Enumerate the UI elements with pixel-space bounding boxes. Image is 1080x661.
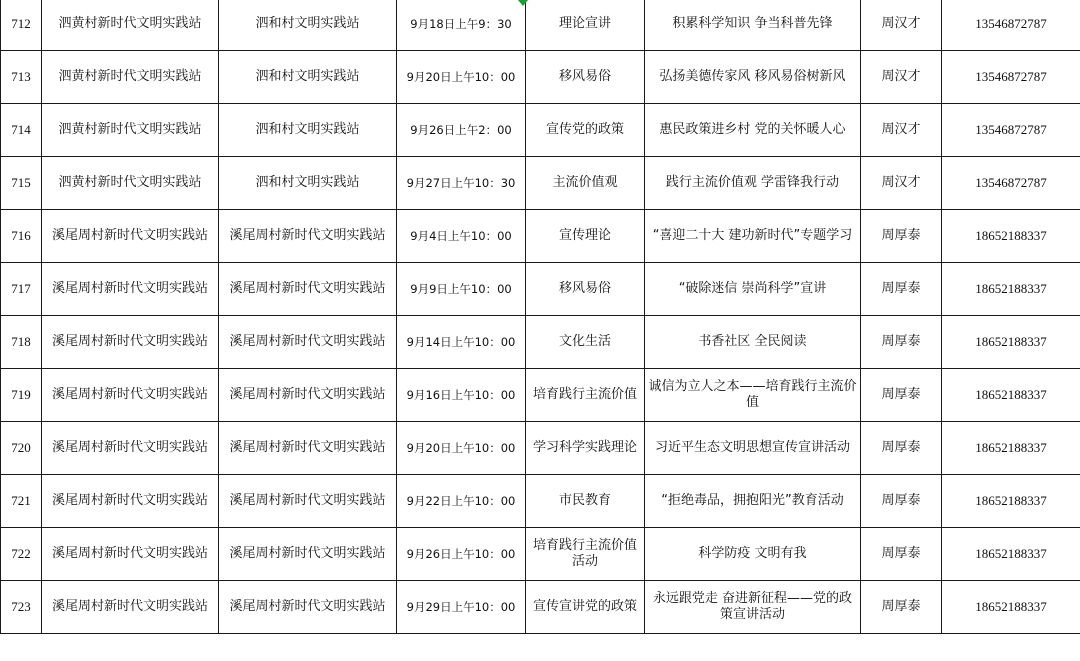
topic-cell[interactable]: 积累科学知识 争当科普先锋 — [645, 0, 861, 51]
category-cell[interactable]: 理论宣讲 — [526, 0, 645, 51]
topic-cell[interactable]: 书香社区 全民阅读 — [645, 316, 861, 369]
row-number-cell[interactable]: 723 — [1, 581, 42, 634]
category-cell[interactable]: 文化生活 — [526, 316, 645, 369]
category-cell[interactable]: 宣传理论 — [526, 210, 645, 263]
datetime-cell[interactable]: 9月9日上午10：00 — [397, 263, 526, 316]
station-cell[interactable]: 溪尾周村新时代文明实践站 — [42, 316, 219, 369]
row-number-cell[interactable]: 715 — [1, 157, 42, 210]
station-cell[interactable]: 溪尾周村新时代文明实践站 — [42, 210, 219, 263]
venue-cell[interactable]: 溪尾周村新时代文明实践站 — [219, 528, 397, 581]
contact-person-cell[interactable]: 周汉才 — [861, 157, 942, 210]
contact-person-cell[interactable]: 周厚泰 — [861, 316, 942, 369]
station-cell[interactable]: 泗黄村新时代文明实践站 — [42, 51, 219, 104]
table-row — [1, 157, 1080, 210]
phone-cell[interactable]: 13546872787 — [942, 157, 1080, 210]
table-row — [1, 316, 1080, 369]
contact-person-cell[interactable]: 周厚泰 — [861, 475, 942, 528]
topic-cell[interactable]: 习近平生态文明思想宣传宣讲活动 — [645, 422, 861, 475]
station-cell[interactable]: 溪尾周村新时代文明实践站 — [42, 263, 219, 316]
venue-cell[interactable]: 溪尾周村新时代文明实践站 — [219, 263, 397, 316]
row-number-cell[interactable]: 722 — [1, 528, 42, 581]
station-cell[interactable]: 溪尾周村新时代文明实践站 — [42, 369, 219, 422]
topic-cell[interactable]: 永远跟党走 奋进新征程——党的政策宣讲活动 — [645, 581, 861, 634]
topic-cell[interactable]: 弘扬美德传家风 移风易俗树新风 — [645, 51, 861, 104]
table-row — [1, 581, 1080, 634]
row-number-cell[interactable]: 721 — [1, 475, 42, 528]
contact-person-cell[interactable]: 周厚泰 — [861, 369, 942, 422]
table-row — [1, 104, 1080, 157]
topic-cell[interactable]: 科学防疫 文明有我 — [645, 528, 861, 581]
station-cell[interactable]: 溪尾周村新时代文明实践站 — [42, 475, 219, 528]
category-cell[interactable]: 移风易俗 — [526, 263, 645, 316]
phone-cell[interactable]: 18652188337 — [942, 475, 1080, 528]
datetime-cell[interactable]: 9月26日上午10：00 — [397, 528, 526, 581]
topic-cell[interactable]: “喜迎二十大 建功新时代”专题学习 — [645, 210, 861, 263]
venue-cell[interactable]: 溪尾周村新时代文明实践站 — [219, 422, 397, 475]
contact-person-cell[interactable]: 周厚泰 — [861, 528, 942, 581]
category-cell[interactable]: 主流价值观 — [526, 157, 645, 210]
table-row — [1, 475, 1080, 528]
datetime-cell[interactable]: 9月26日上午2：00 — [397, 104, 526, 157]
phone-cell[interactable]: 18652188337 — [942, 528, 1080, 581]
datetime-cell[interactable]: 9月22日上午10：00 — [397, 475, 526, 528]
venue-cell[interactable]: 溪尾周村新时代文明实践站 — [219, 316, 397, 369]
phone-cell[interactable]: 18652188337 — [942, 316, 1080, 369]
phone-cell[interactable]: 13546872787 — [942, 51, 1080, 104]
venue-cell[interactable]: 泗和村文明实践站 — [219, 157, 397, 210]
table-body — [1, 0, 1080, 634]
venue-cell[interactable]: 溪尾周村新时代文明实践站 — [219, 369, 397, 422]
row-number-cell[interactable]: 720 — [1, 422, 42, 475]
datetime-cell[interactable]: 9月4日上午10：00 — [397, 210, 526, 263]
datetime-cell[interactable]: 9月16日上午10：00 — [397, 369, 526, 422]
station-cell[interactable]: 泗黄村新时代文明实践站 — [42, 157, 219, 210]
row-number-cell[interactable]: 714 — [1, 104, 42, 157]
row-number-cell[interactable]: 712 — [1, 0, 42, 51]
table-row — [1, 422, 1080, 475]
row-number-cell[interactable]: 719 — [1, 369, 42, 422]
venue-cell[interactable]: 泗和村文明实践站 — [219, 0, 397, 51]
station-cell[interactable]: 泗黄村新时代文明实践站 — [42, 104, 219, 157]
station-cell[interactable]: 泗黄村新时代文明实践站 — [42, 0, 219, 51]
row-number-cell[interactable]: 717 — [1, 263, 42, 316]
topic-cell[interactable]: “拒绝毒品，拥抱阳光”教育活动 — [645, 475, 861, 528]
contact-person-cell[interactable]: 周汉才 — [861, 104, 942, 157]
topic-cell[interactable]: “破除迷信 崇尚科学”宣讲 — [645, 263, 861, 316]
datetime-cell[interactable]: 9月14日上午10：00 — [397, 316, 526, 369]
venue-cell[interactable]: 溪尾周村新时代文明实践站 — [219, 581, 397, 634]
phone-cell[interactable]: 18652188337 — [942, 422, 1080, 475]
row-number-cell[interactable]: 718 — [1, 316, 42, 369]
category-cell[interactable]: 培育践行主流价值活动 — [526, 528, 645, 581]
category-cell[interactable]: 市民教育 — [526, 475, 645, 528]
contact-person-cell[interactable]: 周厚泰 — [861, 581, 942, 634]
datetime-cell[interactable]: 9月20日上午10：00 — [397, 422, 526, 475]
venue-cell[interactable]: 溪尾周村新时代文明实践站 — [219, 475, 397, 528]
topic-cell[interactable]: 惠民政策进乡村 党的关怀暖人心 — [645, 104, 861, 157]
contact-person-cell[interactable]: 周厚泰 — [861, 263, 942, 316]
phone-cell[interactable]: 13546872787 — [942, 104, 1080, 157]
category-cell[interactable]: 培育践行主流价值 — [526, 369, 645, 422]
cell-comment-marker-icon — [518, 0, 528, 6]
row-number-cell[interactable]: 713 — [1, 51, 42, 104]
phone-cell[interactable]: 13546872787 — [942, 0, 1080, 51]
category-cell[interactable]: 宣传党的政策 — [526, 104, 645, 157]
table-row — [1, 528, 1080, 581]
category-cell[interactable]: 学习科学实践理论 — [526, 422, 645, 475]
row-number-cell[interactable]: 716 — [1, 210, 42, 263]
topic-cell[interactable]: 践行主流价值观 学雷锋我行动 — [645, 157, 861, 210]
contact-person-cell[interactable]: 周汉才 — [861, 51, 942, 104]
venue-cell[interactable]: 溪尾周村新时代文明实践站 — [219, 210, 397, 263]
category-cell[interactable]: 移风易俗 — [526, 51, 645, 104]
table-row — [1, 263, 1080, 316]
datetime-cell[interactable]: 9月20日上午10：00 — [397, 51, 526, 104]
table-row — [1, 0, 1080, 51]
phone-cell[interactable]: 18652188337 — [942, 369, 1080, 422]
table-row — [1, 369, 1080, 422]
datetime-cell[interactable]: 9月29日上午10：00 — [397, 581, 526, 634]
datetime-cell[interactable]: 9月18日上午9：30 — [397, 0, 526, 51]
contact-person-cell[interactable]: 周厚泰 — [861, 210, 942, 263]
table-row — [1, 210, 1080, 263]
phone-cell[interactable]: 18652188337 — [942, 263, 1080, 316]
category-cell[interactable]: 宣传宣讲党的政策 — [526, 581, 645, 634]
station-cell[interactable]: 溪尾周村新时代文明实践站 — [42, 528, 219, 581]
phone-cell[interactable]: 18652188337 — [942, 581, 1080, 634]
table-row — [1, 51, 1080, 104]
venue-cell[interactable]: 泗和村文明实践站 — [219, 104, 397, 157]
station-cell[interactable]: 溪尾周村新时代文明实践站 — [42, 422, 219, 475]
contact-person-cell[interactable]: 周汉才 — [861, 0, 942, 51]
station-cell[interactable]: 溪尾周村新时代文明实践站 — [42, 581, 219, 634]
datetime-cell[interactable]: 9月27日上午10：30 — [397, 157, 526, 210]
topic-cell[interactable]: 诚信为立人之本——培育践行主流价值 — [645, 369, 861, 422]
phone-cell[interactable]: 18652188337 — [942, 210, 1080, 263]
venue-cell[interactable]: 泗和村文明实践站 — [219, 51, 397, 104]
contact-person-cell[interactable]: 周厚泰 — [861, 422, 942, 475]
